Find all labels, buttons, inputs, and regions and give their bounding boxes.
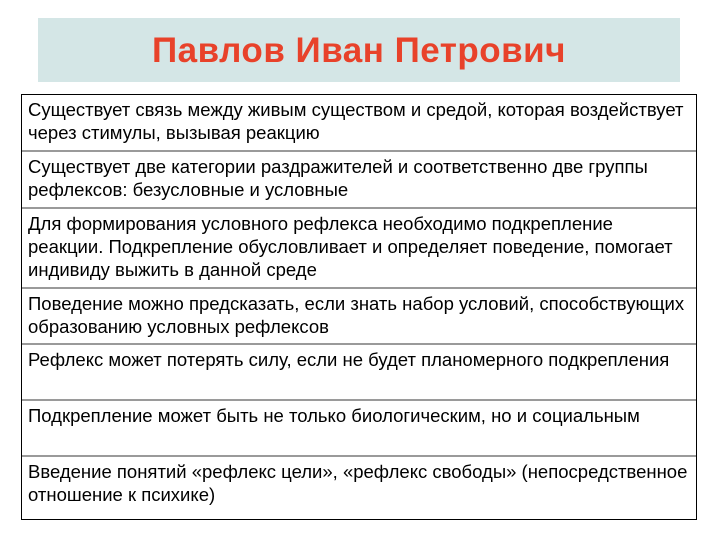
statements-list	[21, 94, 697, 520]
list-item: Для формирования условного рефлекса необходимо подкрепление реакции. Подкрепление обусловливает и определяет поведение, помогает индивиду выжить в данной среде	[22, 209, 696, 289]
list-item: Поведение можно предсказать, если знать набор условий, способствующих образованию условных рефлексов	[22, 289, 696, 345]
list-item: Существует связь между живым существом и средой, которая воздействует через стимулы, вызывая реакцию	[22, 95, 696, 152]
list-item: Подкрепление может быть не только биологическим, но и социальным	[22, 401, 696, 457]
list-item: Введение понятий «рефлекс цели», «рефлекс свободы» (непосредственное отношение к психике)	[28, 461, 688, 505]
list-item: Существует две категории раздражителей и соответственно две группы рефлексов: безусловные и условные	[22, 152, 696, 209]
list-item: Рефлекс может потерять силу, если не будет планомерного подкрепления	[22, 345, 696, 401]
page-title: Павлов Иван Петрович	[151, 31, 567, 70]
title-banner	[38, 18, 680, 82]
